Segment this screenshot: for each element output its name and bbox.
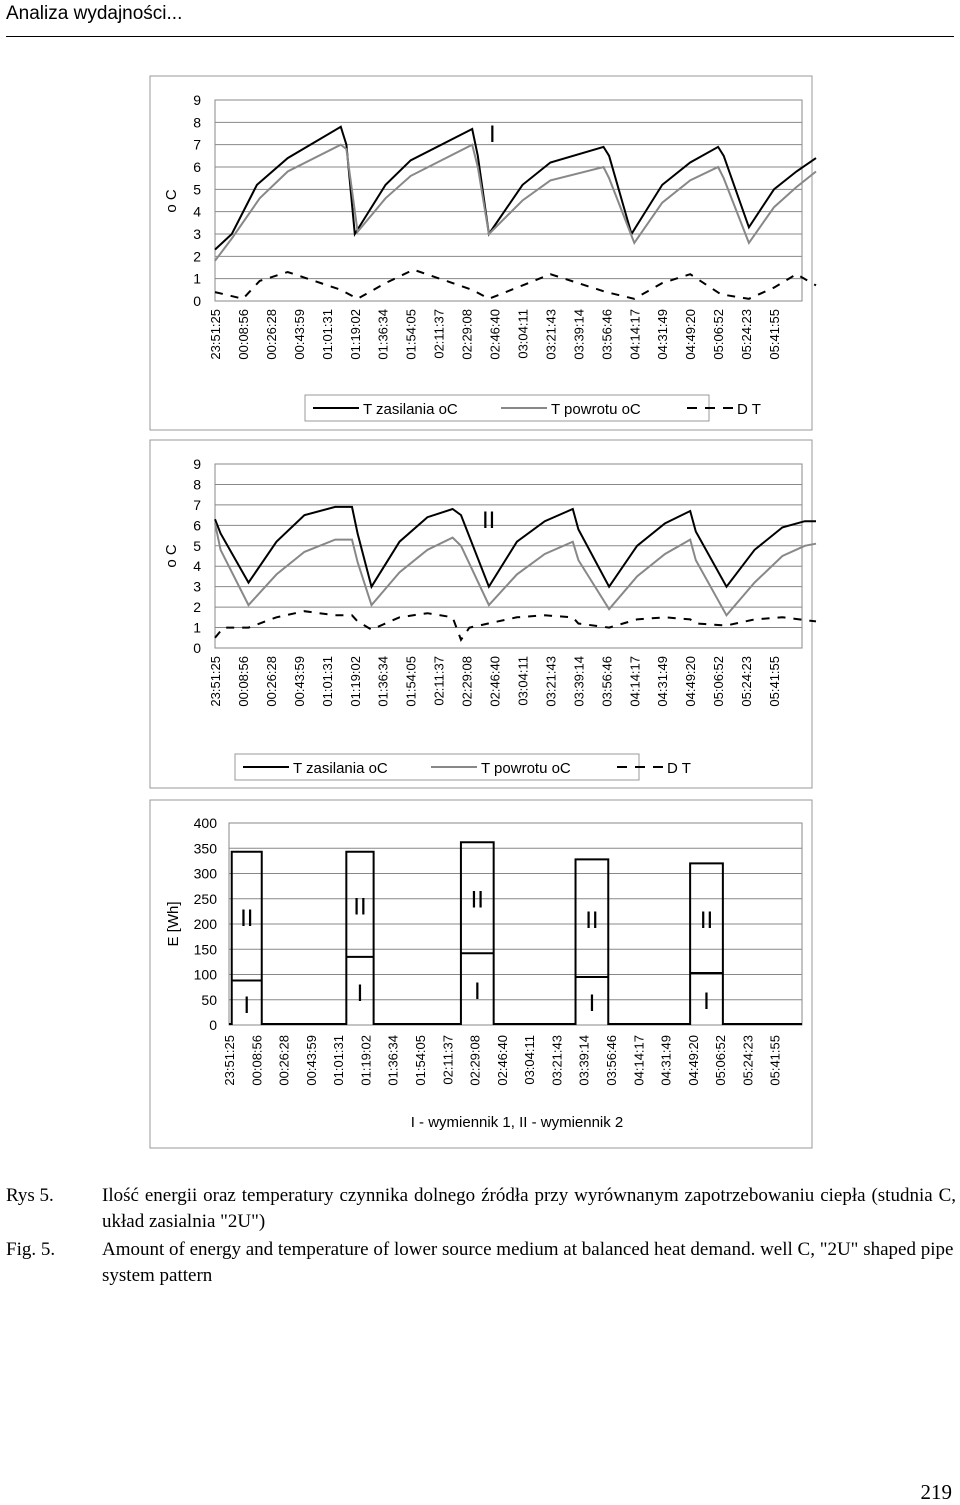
- chart-frame: [150, 440, 812, 788]
- y-tick-label: 4: [193, 203, 201, 220]
- series-line: [215, 523, 816, 615]
- y-tick-label: 9: [193, 92, 201, 108]
- series-line: [215, 270, 816, 299]
- x-tick-label: 03:56:46: [599, 309, 615, 360]
- x-tick-label: 00:08:56: [249, 1035, 265, 1086]
- legend-label: T powrotu oC: [481, 760, 571, 777]
- series-line: [215, 127, 816, 250]
- y-tick-label: 0: [209, 1017, 217, 1033]
- x-tick-label: 02:11:37: [431, 309, 447, 359]
- y-tick-label: 7: [193, 136, 201, 153]
- caption-en-text: Amount of energy and temperature of lower source medium at balanced heat demand. well C, "2U" shaped pipe system pattern: [102, 1239, 954, 1286]
- x-tick-label: 01:54:05: [403, 656, 419, 707]
- x-tick-label: 00:43:59: [291, 656, 307, 707]
- y-tick-label: 350: [193, 840, 217, 857]
- legend-label: T powrotu oC: [551, 401, 641, 418]
- y-tick-label: 6: [193, 159, 201, 175]
- x-tick-label: 05:06:52: [711, 656, 727, 707]
- legend-label: T zasilania oC: [293, 760, 388, 777]
- x-tick-label: 02:46:40: [487, 309, 503, 360]
- header-rule: [6, 36, 954, 37]
- x-tick-label: 05:24:23: [739, 656, 755, 707]
- bar-label-I: I: [356, 979, 364, 1007]
- y-tick-label: 7: [193, 496, 201, 513]
- x-tick-label: 04:14:17: [631, 1035, 647, 1086]
- page-number: 219: [920, 1480, 952, 1504]
- x-tick-label: 00:26:28: [263, 309, 279, 360]
- y-tick-label: 6: [193, 517, 201, 534]
- x-tick-label: 23:51:25: [208, 309, 223, 360]
- x-tick-label: 03:04:11: [515, 656, 531, 706]
- x-tick-label: 04:49:20: [683, 309, 699, 360]
- y-tick-label: 0: [193, 640, 201, 656]
- y-tick-label: 2: [193, 599, 201, 616]
- caption-pl-label: Rys 5.: [6, 1185, 54, 1206]
- x-tick-label: 04:31:49: [655, 656, 671, 707]
- bar-label-I: I: [703, 987, 710, 1015]
- y-tick-label: 8: [193, 476, 201, 493]
- x-tick-label: 23:51:25: [208, 656, 223, 707]
- x-tick-label: 01:01:31: [319, 309, 335, 360]
- chart-legend-text: I - wymiennik 1, II - wymiennik 2: [410, 1114, 624, 1131]
- x-tick-label: 03:39:14: [576, 1035, 592, 1086]
- y-tick-label: 8: [193, 114, 201, 131]
- x-tick-label: 01:01:31: [331, 1035, 347, 1086]
- x-tick-label: 02:11:37: [431, 656, 447, 706]
- x-tick-label: 01:36:34: [375, 309, 391, 360]
- x-tick-label: 00:43:59: [291, 309, 307, 360]
- chart-3-energy: [0, 798, 960, 1150]
- x-tick-label: 04:14:17: [627, 309, 643, 360]
- x-tick-label: 23:51:25: [222, 1035, 237, 1086]
- plot-area: [215, 100, 802, 301]
- x-tick-label: 01:19:02: [347, 656, 363, 707]
- y-tick-label: 0: [193, 293, 201, 309]
- y-tick-label: 50: [201, 991, 217, 1008]
- legend-label: T zasilania oC: [363, 401, 458, 418]
- chart-roman-label: I: [489, 121, 496, 148]
- legend-label: D T: [667, 760, 691, 777]
- y-tick-label: 200: [193, 916, 217, 932]
- bar-label-II: II: [353, 893, 367, 921]
- y-tick-label: 150: [193, 941, 217, 958]
- x-tick-label: 05:41:55: [767, 1035, 783, 1086]
- x-tick-label: 03:39:14: [571, 656, 587, 707]
- x-tick-label: 04:49:20: [685, 1035, 701, 1086]
- x-tick-label: 02:29:08: [459, 656, 475, 707]
- x-tick-label: 05:41:55: [767, 309, 783, 360]
- caption-pl-text: Ilość energii oraz temperatury czynnika dolnego źródła przy wyrównanym zapotrzebowaniu ciepła (studnia C, układ zasialnia "2U"): [102, 1185, 956, 1232]
- y-axis-label: o C: [163, 189, 180, 213]
- x-tick-label: 04:31:49: [658, 1035, 674, 1086]
- bar-label-I: I: [473, 978, 481, 1006]
- x-tick-label: 00:43:59: [303, 1035, 319, 1086]
- y-tick-label: 3: [193, 578, 201, 595]
- bar-label-I: I: [243, 991, 251, 1019]
- x-tick-label: 04:49:20: [683, 656, 699, 707]
- chart-1-temperatures-I: [0, 70, 960, 430]
- y-axis-label: o C: [163, 544, 180, 568]
- x-tick-label: 05:06:52: [713, 1035, 729, 1086]
- bar-label-II: II: [585, 907, 599, 935]
- x-tick-label: 04:31:49: [655, 309, 671, 360]
- x-tick-label: 02:11:37: [440, 1035, 456, 1085]
- x-tick-label: 00:08:56: [235, 309, 251, 360]
- bar-label-II: II: [240, 905, 254, 933]
- x-tick-label: 02:46:40: [487, 656, 503, 707]
- chart-frame: [150, 76, 812, 430]
- x-tick-label: 03:04:11: [522, 1035, 538, 1085]
- y-tick-label: 2: [193, 248, 201, 265]
- x-tick-label: 03:21:43: [543, 656, 559, 707]
- bar-label-I: I: [588, 990, 596, 1018]
- y-axis-label: E [Wh]: [165, 901, 182, 947]
- y-tick-label: 100: [193, 966, 217, 983]
- y-tick-label: 400: [193, 815, 217, 831]
- x-tick-label: 05:41:55: [767, 656, 783, 707]
- x-tick-label: 02:29:08: [459, 308, 475, 360]
- y-tick-label: 9: [193, 456, 201, 472]
- x-tick-label: 01:19:02: [347, 309, 363, 360]
- x-tick-label: 03:56:46: [599, 656, 615, 707]
- caption-en-label: Fig. 5.: [6, 1239, 56, 1260]
- x-tick-label: 01:54:05: [413, 1035, 428, 1086]
- y-tick-label: 250: [193, 890, 217, 907]
- bar-label-II: II: [699, 907, 714, 935]
- x-tick-label: 01:36:34: [385, 1035, 401, 1086]
- y-tick-label: 5: [193, 181, 201, 198]
- y-tick-label: 1: [193, 619, 201, 636]
- x-tick-label: 03:21:43: [543, 309, 559, 360]
- legend-label: D T: [737, 401, 761, 418]
- x-tick-label: 00:26:28: [276, 1035, 292, 1086]
- y-tick-label: 4: [193, 558, 201, 575]
- chart-roman-label: II: [482, 507, 496, 534]
- x-tick-label: 01:36:34: [375, 656, 391, 707]
- x-tick-label: 04:14:17: [627, 656, 643, 707]
- x-tick-label: 03:39:14: [571, 309, 587, 360]
- x-tick-label: 03:04:11: [515, 309, 531, 359]
- x-tick-label: 05:06:52: [711, 309, 727, 360]
- x-tick-label: 03:21:43: [549, 1035, 565, 1086]
- y-tick-label: 1: [193, 270, 201, 287]
- chart-2-temperatures-II: [0, 436, 960, 788]
- x-tick-label: 00:08:56: [235, 656, 251, 707]
- x-tick-label: 00:26:28: [263, 656, 279, 707]
- running-header: Analiza wydajności...: [6, 3, 183, 24]
- y-tick-label: 3: [193, 226, 201, 242]
- x-tick-label: 05:24:23: [739, 309, 755, 360]
- y-tick-label: 5: [193, 537, 201, 554]
- x-tick-label: 01:01:31: [319, 656, 335, 707]
- y-tick-label: 300: [193, 865, 217, 882]
- x-tick-label: 01:54:05: [403, 309, 419, 360]
- x-tick-label: 01:19:02: [358, 1035, 374, 1086]
- x-tick-label: 05:24:23: [740, 1035, 756, 1086]
- x-tick-label: 02:29:08: [467, 1035, 483, 1086]
- x-tick-label: 03:56:46: [604, 1035, 619, 1086]
- x-tick-label: 02:46:40: [494, 1035, 510, 1086]
- bar-label-II: II: [470, 886, 484, 914]
